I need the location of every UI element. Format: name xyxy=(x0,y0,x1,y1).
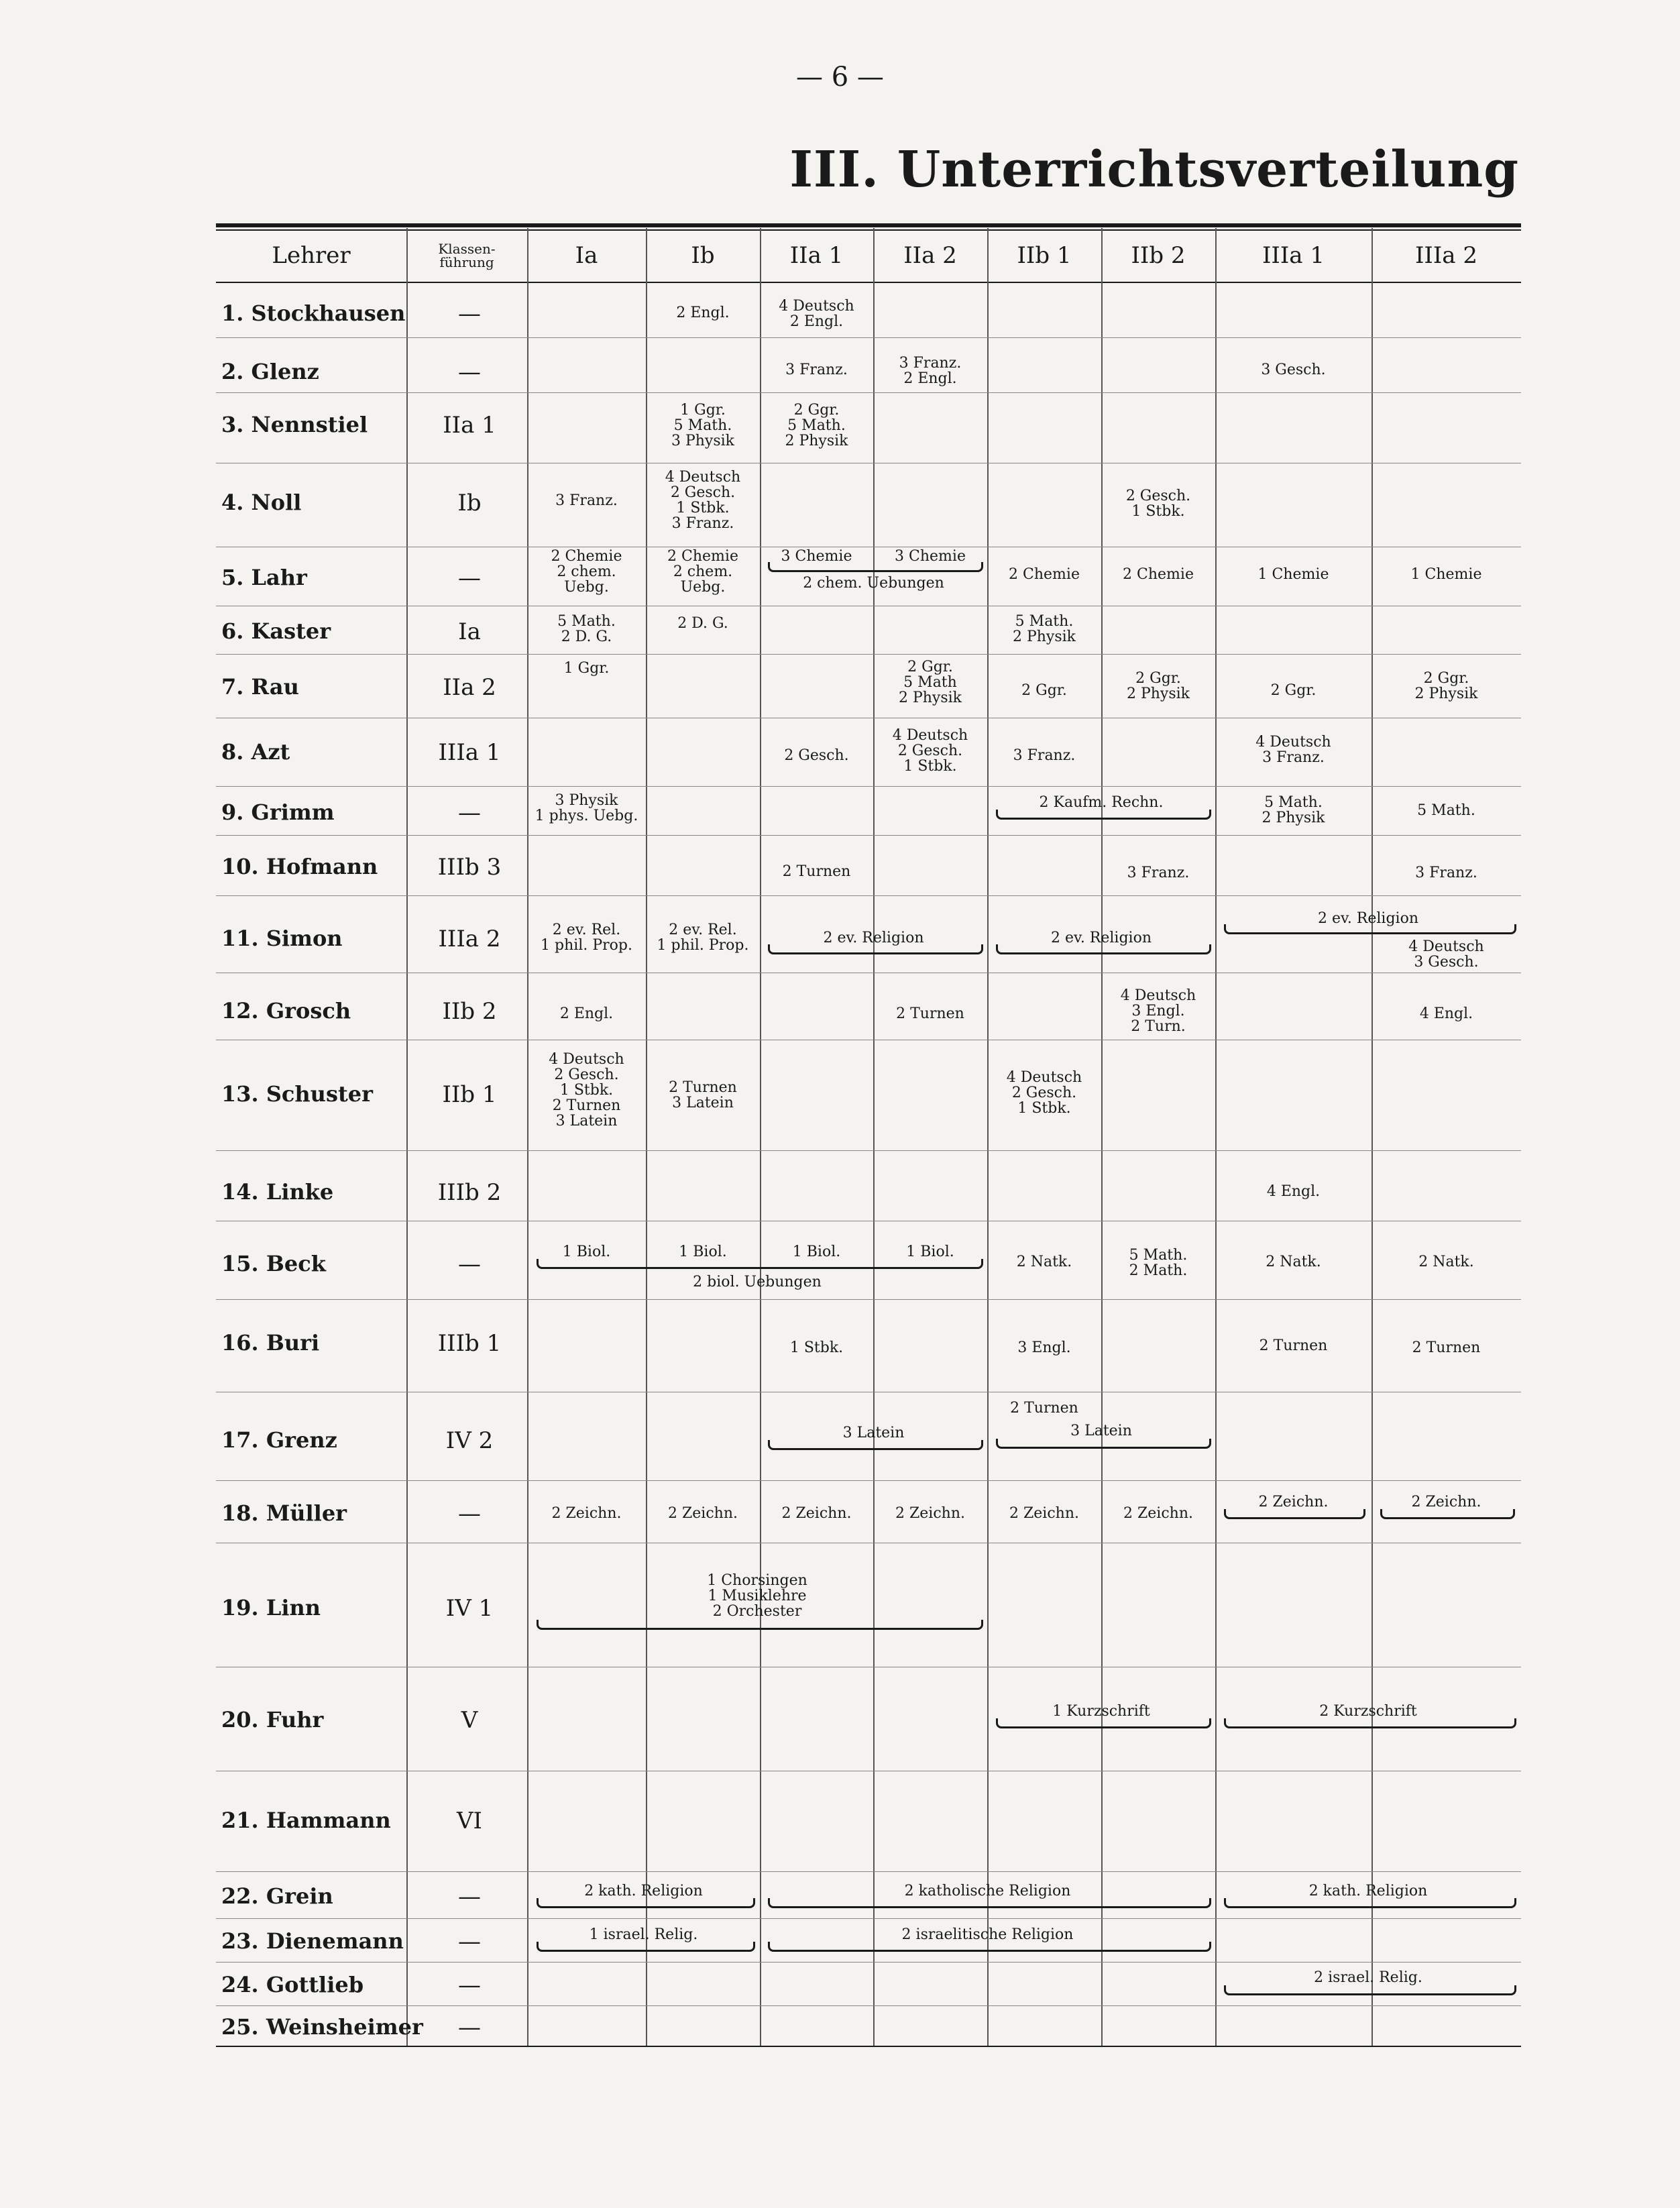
schedule-cell: 2 Ggr. 2 Physik xyxy=(1414,670,1478,703)
shared-course-brace xyxy=(537,1898,755,1908)
schedule-cell: 4 Deutsch 3 Engl. 2 Turn. xyxy=(1120,987,1196,1036)
schedule-cell: 2 Zeichn. xyxy=(1009,1505,1079,1522)
teacher-class-lead: — xyxy=(458,1883,481,1910)
header-ib: Ib xyxy=(691,242,715,269)
header-ia: Ia xyxy=(575,242,598,269)
schedule-cell: 2 Zeichn. xyxy=(551,1505,622,1522)
teacher-class-lead: — xyxy=(458,565,481,592)
schedule-cell: 3 Chemie xyxy=(781,548,852,565)
header-iia2: IIa 2 xyxy=(903,242,957,269)
schedule-cell: 5 Math. 2 Physik xyxy=(1012,613,1076,646)
bottom-rule xyxy=(216,2046,1521,2047)
schedule-cell-shared: 1 Chorsingen 1 Musiklehre 2 Orchester xyxy=(707,1572,807,1620)
teacher-class-lead: IV 1 xyxy=(445,1595,494,1622)
shared-course-brace xyxy=(1224,1898,1516,1908)
schedule-cell: 3 Franz. xyxy=(785,362,848,378)
schedule-cell: 4 Deutsch 2 Gesch. 1 Stbk. 3 Franz. xyxy=(665,469,741,533)
schedule-cell-shared: 2 Kaufm. Rechn. xyxy=(1039,794,1164,811)
schedule-cell: 2 Turnen xyxy=(782,863,851,880)
teacher-name: 3. Nennstiel xyxy=(221,412,368,437)
column-divider xyxy=(987,228,989,2046)
teacher-name: 6. Kaster xyxy=(221,618,331,644)
schedule-cell: 3 Franz. xyxy=(1013,747,1076,764)
teacher-name: 2. Glenz xyxy=(221,359,319,384)
schedule-cell: 2 Ggr. xyxy=(1270,682,1317,699)
column-divider xyxy=(760,228,761,2046)
schedule-cell-shared: 3 Latein xyxy=(1070,1423,1132,1439)
row-divider xyxy=(216,895,1521,896)
schedule-cell: 1 Chemie xyxy=(1257,566,1329,583)
schedule-cell: 2 Turnen xyxy=(1010,1400,1078,1417)
schedule-cell: 3 Engl. xyxy=(1017,1339,1071,1356)
schedule-cell: 3 Chemie xyxy=(895,548,966,565)
schedule-cell: 2 Natk. xyxy=(1418,1254,1474,1270)
teacher-class-lead: IIa 2 xyxy=(443,674,496,701)
schedule-cell: 5 Math. 2 Physik xyxy=(1262,794,1325,827)
teacher-class-lead: IIIa 2 xyxy=(438,926,501,952)
schedule-cell: 2 Turnen xyxy=(1259,1337,1328,1354)
schedule-cell-shared: 2 israel. Relig. xyxy=(1314,1969,1422,1986)
schedule-cell: 2 Gesch. xyxy=(784,747,849,764)
schedule-cell: 1 Stbk. xyxy=(789,1339,844,1356)
schedule-cell: 2 Ggr. 2 Physik xyxy=(1126,670,1190,703)
header-class-lead: Klassen- führung xyxy=(438,241,496,270)
schedule-cell: 4 Engl. xyxy=(1419,1005,1473,1022)
schedule-cell: 1 Biol. xyxy=(792,1244,841,1260)
schedule-cell-shared: 2 kath. Religion xyxy=(584,1883,703,1899)
schedule-cell-shared: 2 kath. Religion xyxy=(1308,1883,1428,1899)
schedule-cell: 1 Chemie xyxy=(1410,566,1482,583)
schedule-cell: 2 Ggr. 5 Math. 2 Physik xyxy=(785,402,848,450)
schedule-cell: 2 Ggr. xyxy=(1021,682,1067,699)
schedule-cell: 1 Ggr. xyxy=(563,660,610,677)
schedule-cell: 2 Chemie xyxy=(1009,566,1080,583)
teacher-class-lead: IIb 1 xyxy=(442,1081,497,1108)
schedule-cell: 4 Deutsch 2 Gesch. 1 Stbk. 2 Turnen 3 Latein xyxy=(549,1051,624,1130)
teacher-class-lead: — xyxy=(458,799,481,826)
schedule-cell: 2 ev. Rel. 1 phil. Prop. xyxy=(657,922,749,954)
schedule-cell: 5 Math. 2 D. G. xyxy=(557,613,616,646)
schedule-cell-shared: 2 katholische Religion xyxy=(904,1883,1071,1899)
shared-course-brace xyxy=(537,1620,983,1630)
top-rule xyxy=(216,223,1521,227)
row-divider xyxy=(216,1918,1521,1919)
column-divider xyxy=(1215,228,1217,2046)
schedule-cell: 3 Gesch. xyxy=(1261,362,1326,378)
schedule-cell: 2 Turnen xyxy=(896,1005,964,1022)
schedule-cell: 4 Deutsch 2 Gesch. 1 Stbk. xyxy=(892,727,968,775)
schedule-cell: 4 Deutsch 2 Engl. xyxy=(779,298,854,331)
header-iiia1: IIIa 1 xyxy=(1262,242,1325,269)
schedule-cell: 2 Zeichn. xyxy=(1411,1494,1481,1510)
teacher-name: 17. Grenz xyxy=(221,1427,337,1453)
shared-course-brace xyxy=(768,1942,1211,1952)
row-divider xyxy=(216,1480,1521,1481)
header-iib1: IIb 1 xyxy=(1017,242,1072,269)
schedule-cell: 1 Biol. xyxy=(679,1244,727,1260)
teacher-name: 16. Buri xyxy=(221,1330,320,1356)
schedule-cell: 2 Engl. xyxy=(559,1005,614,1022)
teacher-name: 12. Grosch xyxy=(221,998,351,1024)
schedule-cell: 2 Ggr. 5 Math 2 Physik xyxy=(898,659,962,707)
schedule-cell: 1 Biol. xyxy=(562,1244,611,1260)
teacher-class-lead: IIIb 2 xyxy=(437,1179,502,1206)
schedule-cell: 3 Franz. 2 Engl. xyxy=(899,355,962,388)
schedule-cell: 5 Math. xyxy=(1417,802,1475,819)
teacher-class-lead: IIa 1 xyxy=(443,412,496,439)
schedule-cell: 5 Math. 2 Math. xyxy=(1129,1247,1188,1280)
teacher-name: 8. Azt xyxy=(221,739,290,765)
teacher-name: 13. Schuster xyxy=(221,1081,373,1107)
shared-course-brace xyxy=(537,1259,983,1269)
schedule-cell: 2 Chemie 2 chem. Uebg. xyxy=(551,548,622,596)
teacher-class-lead: — xyxy=(458,2014,481,2041)
schedule-cell: 4 Deutsch 2 Gesch. 1 Stbk. xyxy=(1006,1069,1082,1117)
schedule-cell: 3 Franz. xyxy=(555,492,618,509)
teacher-class-lead: Ia xyxy=(458,618,481,645)
teacher-name: 7. Rau xyxy=(221,674,299,700)
schedule-cell-shared: 3 Latein xyxy=(842,1425,905,1441)
teacher-name: 14. Linke xyxy=(221,1179,334,1205)
schedule-cell-shared: 2 israelitische Religion xyxy=(901,1926,1074,1943)
schedule-cell: 4 Deutsch 3 Franz. xyxy=(1255,734,1331,767)
teacher-name: 4. Noll xyxy=(221,490,302,515)
teacher-class-lead: — xyxy=(458,1251,481,1278)
schedule-cell-shared: 1 israel. Relig. xyxy=(589,1926,698,1943)
teacher-class-lead: — xyxy=(458,1972,481,1999)
schedule-cell: 2 Gesch. 1 Stbk. xyxy=(1125,488,1191,520)
row-divider xyxy=(216,835,1521,836)
teacher-name: 10. Hofmann xyxy=(221,854,378,879)
schedule-cell-shared: 2 ev. Religion xyxy=(1317,910,1418,927)
shared-course-brace xyxy=(537,1942,755,1952)
shared-course-brace xyxy=(1224,1718,1516,1728)
teacher-name: 22. Grein xyxy=(221,1883,333,1909)
schedule-cell: 2 Zeichn. xyxy=(895,1505,965,1522)
page-number: — 6 — xyxy=(796,62,884,93)
row-divider xyxy=(216,1871,1521,1872)
teacher-name: 23. Dienemann xyxy=(221,1928,404,1954)
row-divider xyxy=(216,337,1521,338)
schedule-cell: 2 Natk. xyxy=(1016,1254,1072,1270)
row-divider xyxy=(216,2005,1521,2006)
schedule-cell-shared: 2 chem. Uebungen xyxy=(803,575,944,592)
teacher-class-lead: IV 2 xyxy=(445,1427,494,1454)
row-divider xyxy=(216,392,1521,393)
teacher-name: 25. Weinsheimer xyxy=(221,2014,423,2040)
teacher-name: 1. Stockhausen xyxy=(221,300,406,326)
teacher-name: 24. Gottlieb xyxy=(221,1972,364,1997)
shared-course-brace xyxy=(1224,1985,1516,1995)
schedule-cell: 2 Zeichn. xyxy=(781,1505,852,1522)
shared-course-brace xyxy=(1224,1509,1365,1519)
header-iia1: IIa 1 xyxy=(789,242,844,269)
teacher-name: 9. Grimm xyxy=(221,799,335,825)
teacher-name: 20. Fuhr xyxy=(221,1707,324,1732)
teacher-class-lead: V xyxy=(461,1707,478,1734)
schedule-cell-shared: 2 ev. Religion xyxy=(823,930,924,946)
schedule-cell: 3 Franz. xyxy=(1127,865,1190,881)
schedule-cell: 2 Zeichn. xyxy=(1123,1505,1193,1522)
row-divider xyxy=(216,654,1521,655)
shared-course-brace xyxy=(996,1718,1211,1728)
schedule-cell: 2 Turnen 3 Latein xyxy=(669,1079,737,1112)
schedule-cell: 2 D. G. xyxy=(677,615,728,632)
teacher-name: 19. Linn xyxy=(221,1595,321,1620)
teacher-name: 21. Hammann xyxy=(221,1808,391,1833)
row-divider xyxy=(216,786,1521,787)
shared-course-brace xyxy=(996,1439,1211,1449)
header-teacher: Lehrer xyxy=(272,242,351,269)
shared-course-brace xyxy=(768,1898,1211,1908)
schedule-cell: 2 ev. Rel. 1 phil. Prop. xyxy=(541,922,632,954)
shared-course-brace xyxy=(768,944,983,954)
teacher-name: 15. Beck xyxy=(221,1251,326,1276)
teacher-class-lead: VI xyxy=(457,1808,482,1834)
header-iiia2: IIIa 2 xyxy=(1414,242,1477,269)
teacher-class-lead: IIIb 1 xyxy=(437,1330,502,1357)
shared-course-brace xyxy=(768,1440,983,1450)
teacher-name: 11. Simon xyxy=(221,926,343,951)
shared-course-brace xyxy=(1224,924,1516,934)
header-iib2: IIb 2 xyxy=(1131,242,1186,269)
schedule-cell: 2 Natk. xyxy=(1266,1254,1321,1270)
schedule-cell: 1 Ggr. 5 Math. 3 Physik xyxy=(671,402,735,450)
shared-course-brace xyxy=(996,944,1211,954)
teacher-class-lead: IIIa 1 xyxy=(438,739,501,766)
shared-course-brace xyxy=(768,562,983,572)
teacher-class-lead: — xyxy=(458,1500,481,1527)
header-rule xyxy=(216,282,1521,283)
row-divider xyxy=(216,1962,1521,1963)
schedule-cell: 3 Physik 1 phys. Uebg. xyxy=(535,792,638,825)
schedule-cell-shared: 2 ev. Religion xyxy=(1050,930,1152,946)
schedule-cell-shared: 1 Kurzschrift xyxy=(1052,1703,1150,1720)
teacher-class-lead: IIb 2 xyxy=(442,998,497,1025)
schedule-cell: 2 Chemie 2 chem. Uebg. xyxy=(667,548,738,596)
schedule-cell: 2 Zeichn. xyxy=(1258,1494,1329,1510)
schedule-cell: 2 Zeichn. xyxy=(668,1505,738,1522)
row-divider xyxy=(216,1299,1521,1300)
teacher-class-lead: Ib xyxy=(457,490,482,516)
column-divider xyxy=(873,228,875,2046)
shared-course-brace xyxy=(996,810,1211,820)
schedule-cell: 4 Deutsch 3 Gesch. xyxy=(1408,938,1484,971)
top-rule-thin xyxy=(216,229,1521,231)
schedule-cell-shared: 2 biol. Uebungen xyxy=(693,1274,822,1290)
schedule-cell: 2 Engl. xyxy=(676,305,730,321)
shared-course-brace xyxy=(1380,1509,1515,1519)
schedule-cell: 2 Chemie xyxy=(1123,566,1194,583)
teacher-class-lead: — xyxy=(458,1928,481,1955)
column-divider xyxy=(1371,228,1373,2046)
schedule-cell-shared: 2 Kurzschrift xyxy=(1319,1703,1417,1720)
teacher-class-lead: IIIb 3 xyxy=(437,854,502,881)
teacher-class-lead: — xyxy=(458,300,481,327)
schedule-cell: 3 Franz. xyxy=(1415,865,1477,881)
teacher-name: 18. Müller xyxy=(221,1500,347,1526)
teacher-class-lead: — xyxy=(458,359,481,386)
schedule-cell: 4 Engl. xyxy=(1266,1183,1321,1200)
schedule-cell: 1 Biol. xyxy=(906,1244,954,1260)
schedule-cell: 2 Turnen xyxy=(1412,1339,1481,1356)
page-title: III. Unterrichtsverteilung xyxy=(789,141,1519,199)
row-divider xyxy=(216,1150,1521,1151)
teacher-name: 5. Lahr xyxy=(221,565,307,590)
